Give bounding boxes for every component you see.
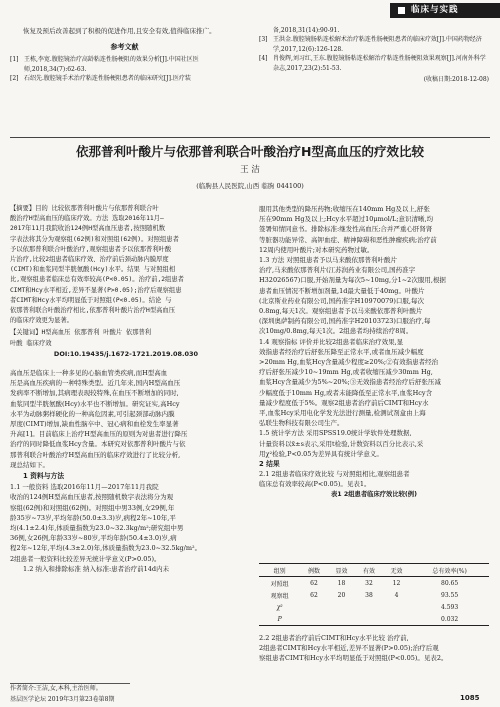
author-note: 作者简介:王洁,女,本科,主治医师。 xyxy=(10,685,102,692)
keywords xyxy=(10,328,242,348)
text-line: 压在90mm Hg及以上;Hcy水平超过10μmol/L;意识清晰,均 xyxy=(259,215,434,224)
text-line: 用χ²检验,P<0.05为差异具有统计学意义。 xyxy=(259,449,383,458)
text-line: 予以依那普利联合叶酸治疗,观察组患者予以依那普利叶酸 xyxy=(10,245,172,253)
doi: DOI:10.19435/j.1672-1721.2019.08.030 xyxy=(53,349,199,358)
text-line: CIMT和Hcy水平相近,差异不显著(P>0.05);治疗后观察组患 xyxy=(10,286,182,294)
text-line: 片治疗,比较2组患者临床疗效、治疗前后颈动脉内膜厚度 xyxy=(10,256,169,264)
table-cell xyxy=(383,601,411,613)
text-line: 2017年11月我院收治124例H型高血压患者,按照随机数 xyxy=(10,225,166,233)
table-cell: 0.032 xyxy=(441,615,459,623)
text-line: 服用其他类型的降压药物;收缩压在140mm Hg及以上,舒张 xyxy=(259,205,430,213)
table-header-row xyxy=(259,564,489,577)
intro-paragraph xyxy=(10,368,242,470)
text-line: 疗后舒张压减少10~19mm Hg,或者收缩压减少30mm Hg, xyxy=(259,368,433,377)
page-number: 1085 xyxy=(460,694,480,702)
observation-paragraph xyxy=(259,337,489,429)
table-cell: 4.593 xyxy=(441,603,459,611)
text-line: 临床总有效率较高(P<0.05)。见表1。 xyxy=(259,480,371,489)
reference-tail: 备,2018,31(14):90-91. xyxy=(273,27,340,34)
text-line: 1.4 观察指标 评价并比较2组患者临床治疗效果,显 xyxy=(259,337,404,346)
text-line: 2.2 2组患者治疗前后CIMT和Hcy水平比较 治疗前, xyxy=(259,634,409,642)
criteria-paragraph xyxy=(259,204,489,255)
author-name: 王 洁 xyxy=(240,165,260,175)
table-header-cell: 总有效率(%) xyxy=(432,567,467,575)
table-cell xyxy=(383,613,411,626)
table-cell xyxy=(300,613,328,626)
text-line: 叶酸 临床疗效 xyxy=(10,339,52,347)
text-line: (北京斯业药业有限公司,国药准字H10970079)口服,每次 xyxy=(259,296,424,305)
table-header-cell: 有效 xyxy=(362,567,375,575)
abstract-text xyxy=(10,204,242,326)
text-line: (CIMT)和血浆同型半胱氨酸(Hcy)水平。结果 与对照组相 xyxy=(10,266,176,274)
text-line: 治疗,马来酸依那普利片(江苏润药业有限公司,国药准字 xyxy=(259,266,416,275)
received-date: (收稿日期:2018-12-08) xyxy=(423,76,489,84)
text-line: 现总结如下。 xyxy=(10,460,49,469)
text-line: 那普利联合叶酸治疗H型高血压的临床疗效进行了比较分析, xyxy=(10,450,181,459)
table-header-cell: 显效 xyxy=(335,567,348,575)
results-2-1-paragraph xyxy=(259,469,489,489)
text-line: (深圳奥萨制药有限公司,国药准字H20103723)口服治疗,每 xyxy=(259,317,431,326)
table-cell: 12 xyxy=(392,579,401,587)
text-line: 水平为动脉粥样硬化的一种高危因素,可引起颈部动脉内膜 xyxy=(10,409,175,418)
table-cell xyxy=(355,613,383,626)
text-line: 字表法将其分为观察组(62例)和对照组(62例)。对照组患者 xyxy=(10,235,179,243)
text-line: 高血压是临床上一种多见的心脑血管类疾病,而H型高血 xyxy=(10,369,168,377)
text-line: 少幅度低于10mm Hg,或者未能降低至正常水平,血浆Hcy含 xyxy=(259,388,433,397)
text-line: 量减少程度低于5%。观察2组患者治疗前后CIMT和Hcy水 xyxy=(259,398,429,407)
text-line: 1.3 方法 对照组患者予以马来酸依那普利叶酸片 xyxy=(259,256,397,265)
table-cell: 20 xyxy=(337,591,346,599)
text-line: 酸治疗H型高血压的临床疗效。方法 选取2016年11月— xyxy=(10,215,164,223)
text-line: 者CIMT和Hcy水平均明显低于对照组(P<0.05)。结论 与 xyxy=(10,296,172,304)
table-cell: 对照组 xyxy=(270,580,289,588)
text-line: 36例,女26例,年龄33岁~80岁,平均年龄(50.4±3.0)岁,病 xyxy=(10,534,177,543)
text-line: 2组患者CIMT和Hcy水平相近,差异不显著(P>0.05);治疗后观 xyxy=(259,644,439,653)
text-line: 【摘要】目的 比较依那普利叶酸片与依那普利联合叶 xyxy=(10,205,159,212)
text-line: 效指患者经治疗后舒张压降至正常水平,或者血压减少幅度 xyxy=(259,347,424,356)
text-line: 0.8mg,每天1次。观察组患者予以马来酸依那普利叶酸片 xyxy=(259,307,423,316)
statistics-paragraph xyxy=(259,428,489,459)
text-line: 血浆同型半胱氨酸(Hcy)水平也不断增加。研究证实,高Hcy xyxy=(10,399,180,408)
text-line: 2.1 2组患者临床疗效比较 与对照组相比,观察组患者 xyxy=(259,470,410,479)
text-line: H32026567)口服,开始剂量为每次5~10mg,分1~2次服用,根据 xyxy=(259,276,446,285)
table-cell: 62 xyxy=(310,579,318,587)
section-1-2-start: 1.2 纳入和排除标准 纳入标准:患者治疗前14d内未 xyxy=(23,564,170,573)
text-line: 龄35岁~73岁,平均年龄(50.0±3.3)岁,病程2年~10年,平 xyxy=(10,513,176,522)
table-cell: 80.65 xyxy=(441,579,459,587)
table-caption: 表1 2组患者临床疗效比较(例) xyxy=(331,490,417,498)
text-line: 次10mg/0.8mg,每天1次。2组患者均持续治疗8周。 xyxy=(259,327,413,336)
table-row xyxy=(259,577,489,590)
right-body xyxy=(259,204,489,500)
text-line: 依那普利联合叶酸治疗相比,依那普利叶酸片治疗H型高血压 xyxy=(10,307,176,315)
text-line: 均(4.1±2.4)年,体质量指数为23.0~32.3kg/m²;研究组中男 xyxy=(10,524,184,533)
efficacy-table xyxy=(259,563,489,626)
reference-item: [4] 肖俊辉,刘习红,王东.腹腔镜肠粘连松解治疗粘连性肠梗阻效果观察[J].河南外科学杂志,2017,23(2):51-53. xyxy=(259,55,486,72)
text-line: 患者血压情况不断增加剂量,1d最大量低于40mg。叶酸片 xyxy=(259,286,425,295)
table-cell xyxy=(328,613,356,626)
author-affiliation: (临朐县人民医院,山西 临朐 044100) xyxy=(196,182,304,190)
top-right-column xyxy=(259,26,489,84)
text-line: 升高[1]。目前临床上治疗H型高血压的原则为对患者进行降压 xyxy=(10,430,188,439)
methods-paragraph xyxy=(259,255,489,337)
table-row xyxy=(259,601,489,613)
text-line: 血浆Hcy含量减少为5%~20%;③无效指患者经治疗后舒张压减 xyxy=(259,378,441,387)
table-cell: 93.55 xyxy=(441,591,459,599)
table-cell: 观察组 xyxy=(270,592,289,600)
section-header-band xyxy=(390,3,500,18)
text-line: 程2年~12年,平均(4.3±2.0)年,体质量指数为23.0~32.5kg/m²。 xyxy=(10,544,202,553)
section-square-icon xyxy=(398,7,405,14)
table-cell xyxy=(300,601,328,613)
table-row xyxy=(259,613,489,626)
text-line: 计量资料以x̄±s表示,采用t检验,计数资料以百分比表示,采 xyxy=(259,439,424,448)
text-line: 察组(62例)和对照组(62例)。对照组中男33例,女29例,年 xyxy=(10,503,175,512)
continuation-text: 恢复及预后改善起到了积极的促进作用,且安全有效,值得临床推广。 xyxy=(23,27,216,35)
table-header-cell: 组别 xyxy=(273,567,286,575)
left-body xyxy=(10,368,242,574)
table-header-cell: 例数 xyxy=(307,567,320,575)
table-cell: 4 xyxy=(394,591,399,599)
table-cell: χ² xyxy=(276,603,283,611)
article-title: 依那普利叶酸片与依那普利联合叶酸治疗H型高血压的疗效比较 xyxy=(76,144,424,159)
text-line: 压是高血压疾病的一种特殊类型。近几年来,国内H型高血压 xyxy=(10,379,181,388)
section-title: 临床与实践 xyxy=(411,5,459,15)
table-row xyxy=(259,589,489,601)
top-left-column xyxy=(10,26,239,83)
table-cell: 32 xyxy=(365,579,373,587)
text-line: 收治的124例H型高血压患者,按照随机数字表法将分为观 xyxy=(10,493,174,502)
text-line: 的临床疗效更为显著。 xyxy=(10,317,73,325)
text-line: >20mm Hg,血浆Hcy含量减少程度≥20%;②有效指患者经治 xyxy=(259,358,439,367)
text-line: 治疗的同时降低血浆Hcy含量。本研究对依那普利叶酸片与依 xyxy=(10,440,186,449)
text-line: 签署知情同意书。排除标准:继发性高血压;合并严重心肝肾肾 xyxy=(259,225,433,234)
text-line: 2组患者一般资料比较差异无统计学意义(P>0.05)。 xyxy=(10,554,161,563)
references-title: 参考文献 xyxy=(110,43,139,52)
table-cell: 38 xyxy=(365,591,373,599)
text-line: 弘联生物科技有限公司生产。 xyxy=(259,419,344,428)
reference-item: [3] 王洪金.腹腔镜肠粘连松解术治疗粘连性肠梗阻患者的临床疗效[J].中国药物经济学,2017,12(6):126-128. xyxy=(259,36,482,53)
reference-item: [2] 石绍先.腹腔镜手术治疗粘连性肠梗阻患者的临床研究[J].医疗装 xyxy=(10,75,191,83)
text-line: 比,观察组患者临床总有效率较高(P<0.05)。治疗前,2组患者 xyxy=(10,276,184,284)
text-line: 【关键词】H型高血压 依那普利 叶酸片 依那普利 xyxy=(10,329,152,337)
table-header-cell: 无效 xyxy=(390,567,403,575)
text-line: 1.1 一般资料 选取2016年11月—2017年11月我院 xyxy=(10,483,159,492)
abstract-block xyxy=(10,204,242,359)
results-heading: 2 结果 xyxy=(259,460,280,469)
text-line: 发病率不断增加,其病理表现较特殊,在血压不断增加的同时, xyxy=(10,389,179,398)
right-body-bottom xyxy=(259,633,489,664)
table-cell: 62 xyxy=(310,591,318,599)
journal-footer: 基层医学论坛 2019年3月第23卷第8期 xyxy=(10,696,115,703)
table-cell xyxy=(355,601,383,613)
text-line: 等脏器功能异常、高钾血症、精神障碍和恶性肿瘤疾病;治疗前 xyxy=(259,235,437,244)
text-line: 察组患者CIMT和Hcy水平均明显低于对照组(P<0.05)。见表2。 xyxy=(259,654,448,663)
reference-item: [1] 王栋,李宽.腹腔镜治疗高龄粘连性肠梗阻的效果分析[J].中国社区医师,2018,34(7):62-63. xyxy=(10,56,199,73)
section-1-1-paragraph xyxy=(10,482,242,564)
table-cell xyxy=(328,601,356,613)
table-cell: 18 xyxy=(337,579,346,587)
text-line: 平,血浆Hcy采用电化学发光法进行测量,检测试剂盒由上海 xyxy=(259,409,426,418)
results-2-2-paragraph xyxy=(259,633,489,664)
text-line: 厚度(CIMT)增加,缺血性脑卒中、冠心病和血栓发生率显著 xyxy=(10,420,179,429)
text-line: 1.5 统计学方法 采用SPSS19.0统计学软件处理数据, xyxy=(259,429,412,438)
section-1-heading: 1 资料与方法 xyxy=(23,472,65,481)
divider-rule xyxy=(10,137,490,138)
table-cell: P xyxy=(277,615,282,623)
text-line: 12周内使用叶酸片;对本研究药物过敏。 xyxy=(259,245,374,254)
